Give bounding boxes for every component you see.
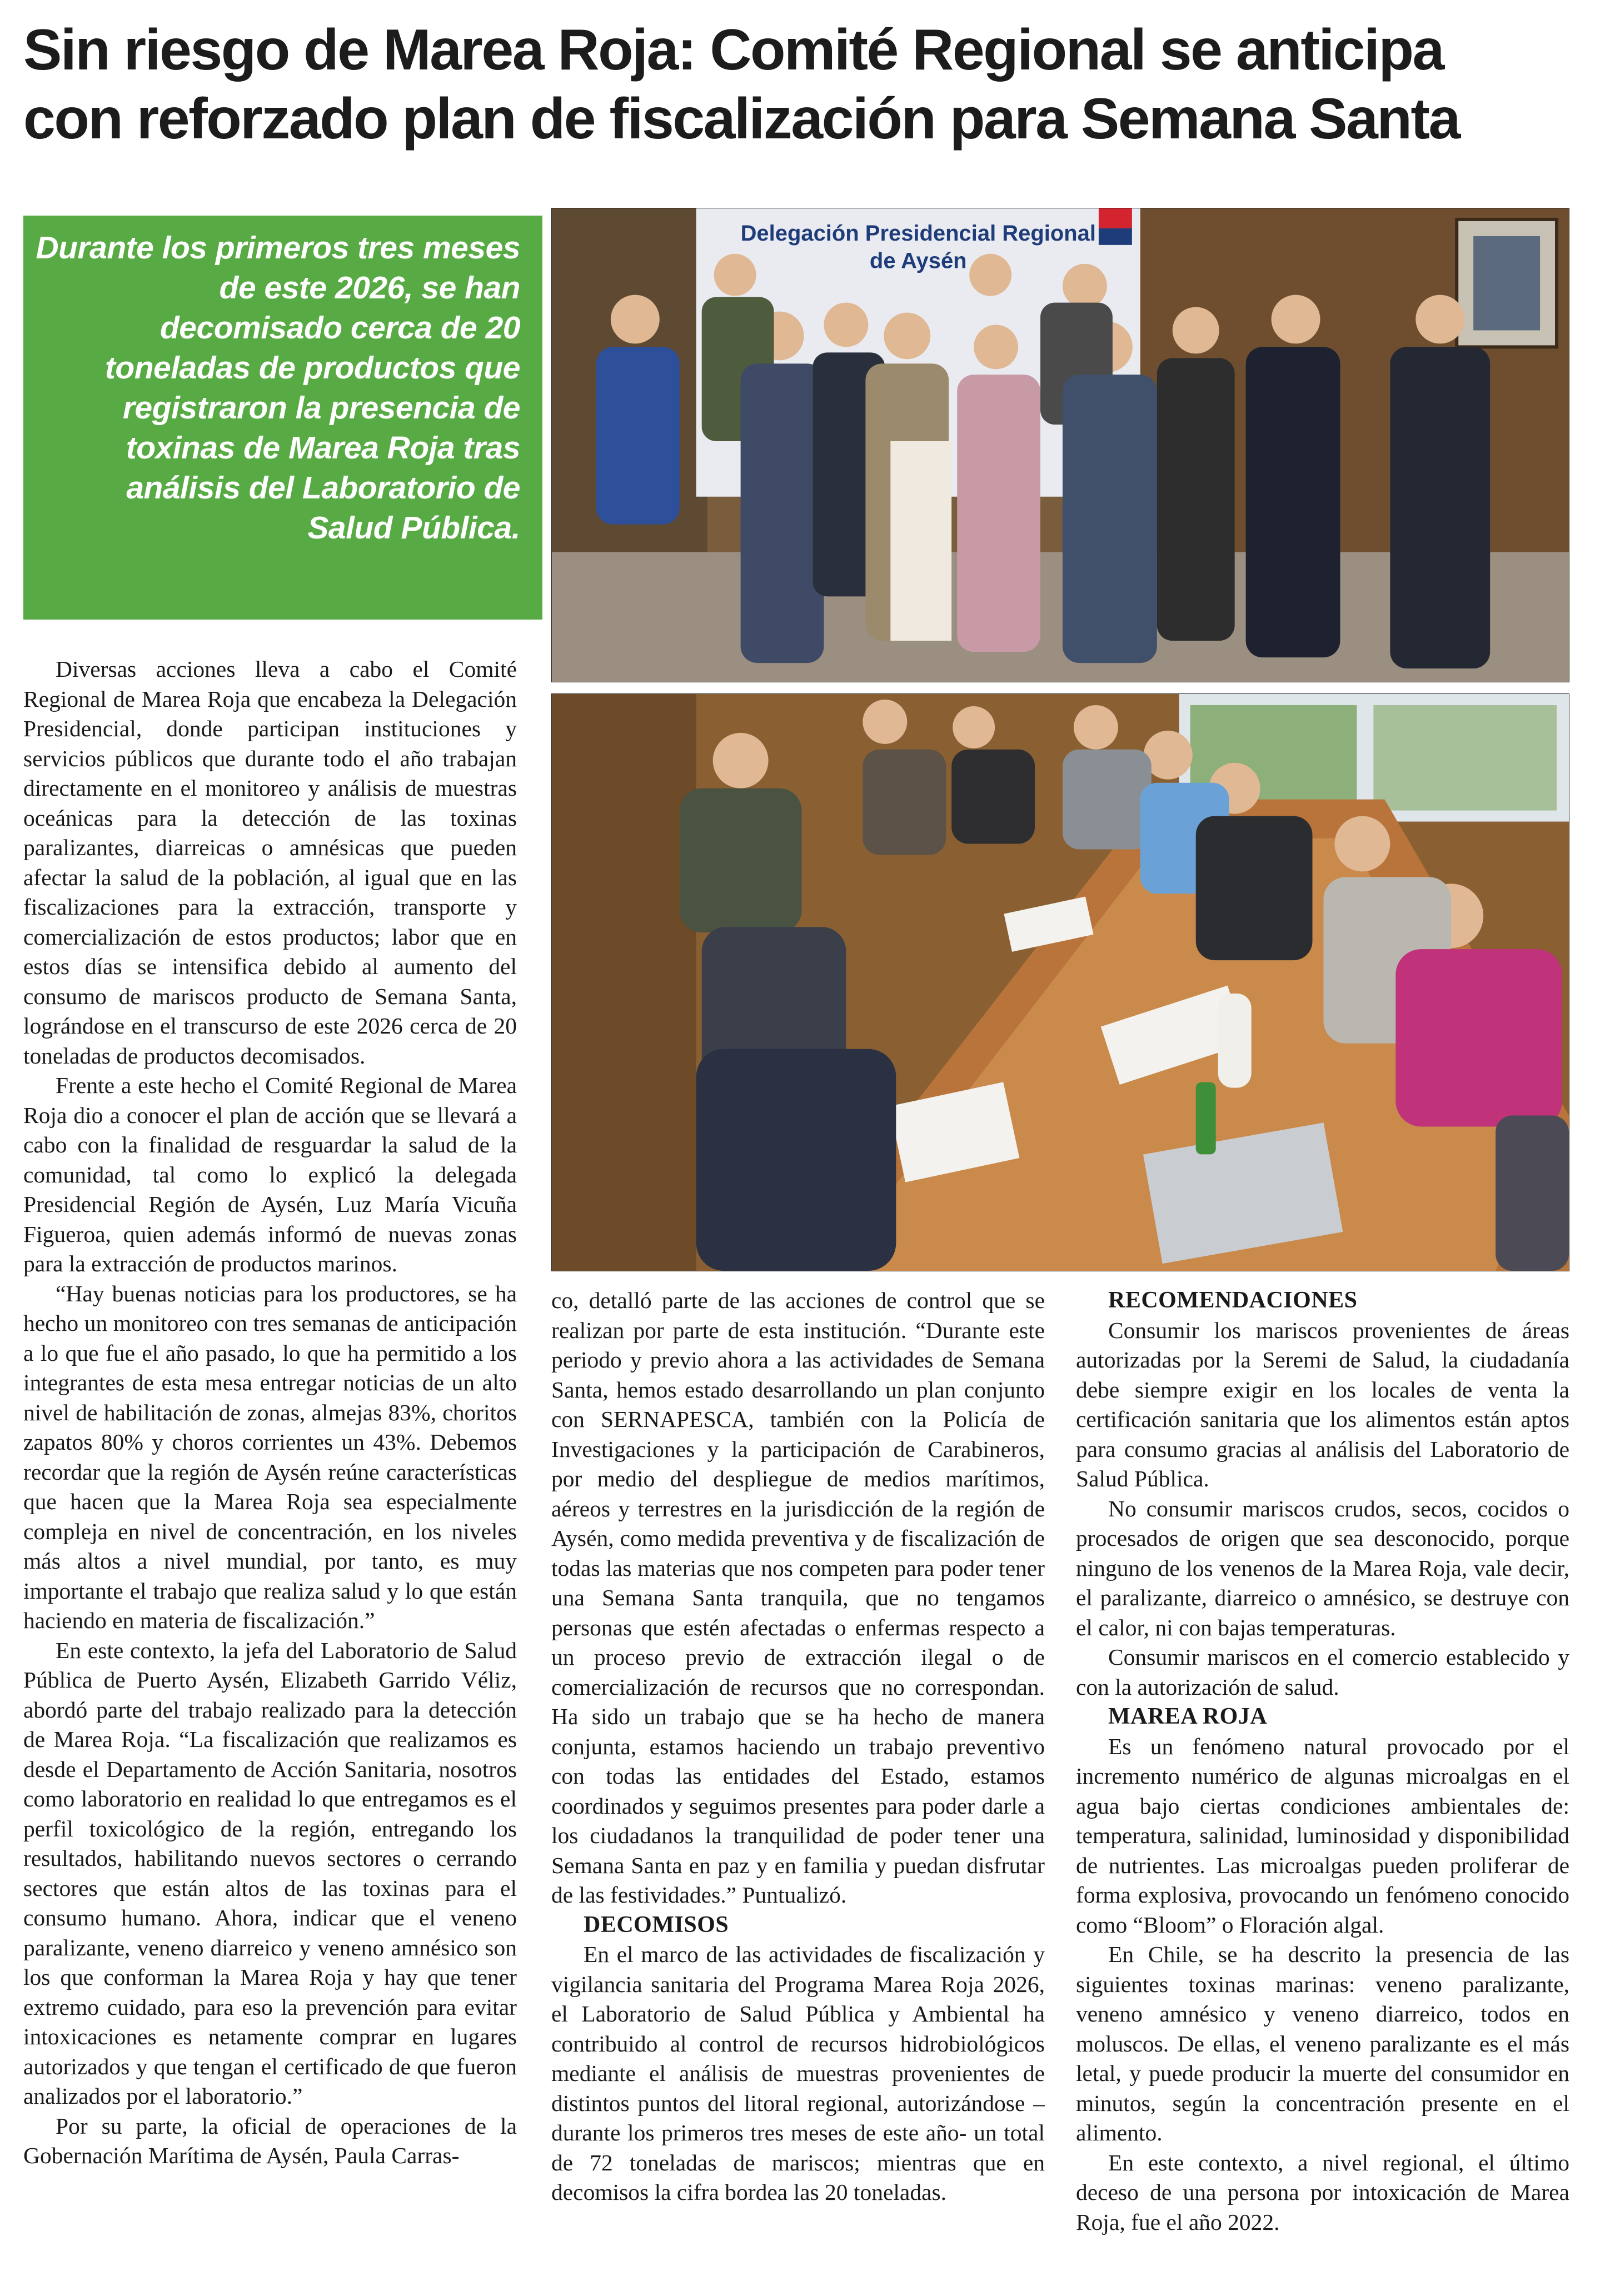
meeting-photo-illustration bbox=[552, 694, 1569, 1271]
banner-text-line-1: Delegación Presidencial Regional bbox=[740, 221, 1096, 246]
col3-paragraph-2: No consumir mariscos crudos, secos, cocidos o procesados de origen que sea desconocido, porque ninguno de los venenos de la Marea Roja, vale decir, el paralizante, diarreico o amnésico, se destruye con el calor, ni con bajas temperaturas. bbox=[1076, 1495, 1569, 1640]
headline-line-1: Sin riesgo de Marea Roja: Comité Regional se anticipa bbox=[23, 18, 1443, 82]
article-column-2 bbox=[551, 1286, 1045, 2286]
group-photo-illustration bbox=[552, 208, 1569, 682]
col2-paragraph-1: co, detalló parte de las acciones de control que se realizan por parte de esta institución. “Durante este periodo y previo ahora a las actividades de Semana Santa, hemos estado desarrollando un plan conjunto con SERNAPESCA, también con la Policía de Investigaciones y la participación de Carabineros, por medio del despliegue de medios marítimos, aéreos y terrestres en la jurisdicción de la región de Aysén, como medida preventiva y de fiscalización de todas las materias que nos competen para poder tener una Semana Santa tranquila, que no tengamos personas que estén afectadas o enfermas respecto a un proceso previo de extracción ilegal o de comercialización de recursos que no correspondan. Ha sido un trabajo que se ha hecho de manera conjunta, estamos haciendo un trabajo preventivo con todas las entidades del Estado, estamos coordinados y seguimos presentes para poder darle a los ciudadanos la tranquilidad de poder tener una Semana Santa en paz y en familia y puedan disfrutar de las festividades.” Puntualizó. bbox=[551, 1287, 1045, 1908]
subheading-recomendaciones: RECOMENDACIONES bbox=[1108, 1287, 1358, 1313]
col2-paragraph-2: En el marco de las actividades de fiscalización y vigilancia sanitaria del Programa Marea Roja 2026, el Laboratorio de Salud Pública y Ambiental ha contribuido al control de recursos hidrobiológicos mediante el análisis de muestras provenientes de distintos puntos del litoral regional, autorizándose – durante los primeros tres meses de este año- un total de 72 toneladas de mariscos; mientras que en decomisos la cifra bordea las 20 toneladas. bbox=[551, 1941, 1045, 2205]
col3-paragraph-1: Consumir los mariscos provenientes de áreas autorizadas por la Seremi de Salud, la ciudadanía debe siempre exigir en los locales de venta la certificación sanitaria que los alimentos están aptos para consumo gracias al análisis del Laboratorio de Salud Pública. bbox=[1076, 1317, 1569, 1491]
col3-paragraph-4: Es un fenómeno natural provocado por el incremento numérico de algunas microalgas en el agua bajo ciertas condiciones ambientales de: temperatura, salinidad, luminosidad y disponibilidad de nutrientes. Las microalgas pueden proliferar de forma explosiva, provocando un fenómeno conocido como “Bloom” o Floración algal. bbox=[1076, 1733, 1569, 1938]
article-column-1 bbox=[23, 655, 517, 2283]
col1-paragraph-1: Diversas acciones lleva a cabo el Comité Regional de Marea Roja que encabeza la Delegación Presidencial, donde participan instituciones y servicios públicos que durante todo el año trabajan directamente en el monitoreo y análisis de muestras oceánicas para la detección de las toxinas paralizantes, diarreicas o amnésicas que pueden afectar la salud de la población, al igual que en las fiscalizaciones para la extracción, transporte y comercialización de estos productos; labor que en estos días se intensifica debido al aumento del consumo de mariscos producto de Semana Santa, lográndose en el transcurso de este 2026 cerca de 20 toneladas de productos decomisados. bbox=[23, 656, 517, 1069]
col1-paragraph-4: En este contexto, la jefa del Laboratorio de Salud Pública de Puerto Aysén, Elizabeth Garrido Véliz, abordó parte del trabajo realizado para la detección de Marea Roja. “La fiscalización que realizamos es desde el Departamento de Acción Sanitaria, nosotros como laboratorio en realidad lo que entregamos es el perfil toxicológico de la región, entregando los resultados, habilitando nuevos sectores o cerrando sectores que están altos de las toxinas para el consumo humano. Ahora, indicar que el veneno paralizante, veneno diarreico y veneno amnésico son los que conforman la Marea Roja y hay que tener extremo cuidado, para eso la prevención para evitar intoxicaciones es netamente comprar en lugares autorizados y que tengan el certificado de que fueron analizados por el laboratorio.” bbox=[23, 1637, 517, 2109]
article-column-3 bbox=[1076, 1286, 1569, 2286]
lead-box bbox=[23, 216, 542, 620]
col1-paragraph-3: “Hay buenas noticias para los productores, se ha hecho un monitoreo con tres semanas de anticipación a lo que fue el año pasado, lo que ha permitido a los integrantes de esta mesa entregar noticias de un alto nivel de habilitación de zonas, almejas 83%, choritos zapatos 80% y choros corrientes un 43%. Debemos recordar que la región de Aysén reúne características que hacen que la Marea Roja sea especialmente compleja en nivel de concentración, en los niveles más altos a nivel mundial, por tanto, es muy importante el trabajo que realiza salud y lo que están haciendo en materia de fiscalización.” bbox=[23, 1280, 517, 1633]
headline bbox=[23, 16, 1585, 153]
col3-paragraph-5: En Chile, se ha descrito la presencia de las siguientes toxinas marinas: veneno paralizante, veneno amnésico y veneno diarreico, todos en moluscos. De ellas, el veneno paralizante es el más letal, y puede producir la muerte del consumidor en minutos, según la concentración presente en el alimento. bbox=[1076, 1941, 1569, 2145]
banner-text-line-2: de Aysén bbox=[869, 248, 967, 273]
meeting-photo bbox=[551, 693, 1569, 1271]
col1-paragraph-5: Por su parte, la oficial de operaciones de la Gobernación Marítima de Aysén, Paula Carras- bbox=[23, 2113, 517, 2168]
col3-paragraph-6: En este contexto, a nivel regional, el último deceso de una persona por intoxicación de Marea Roja, fue el año 2022. bbox=[1076, 2149, 1569, 2235]
col3-paragraph-3: Consumir mariscos en el comercio establecido y con la autorización de salud. bbox=[1076, 1644, 1569, 1700]
group-photo bbox=[551, 208, 1569, 682]
subheading-decomisos: DECOMISOS bbox=[584, 1911, 729, 1938]
subheading-marea-roja: MAREA ROJA bbox=[1108, 1704, 1268, 1729]
lead-text: Durante los primeros tres meses de este 2026, se han decomisado cerca de 20 toneladas de productos que registraron la presencia de toxinas de Marea Roja tras análisis del Laboratorio de Salud Pública. bbox=[36, 230, 520, 546]
col1-paragraph-2: Frente a este hecho el Comité Regional de Marea Roja dio a conocer el plan de acción que se llevará a cabo con la finalidad de resguardar la salud de la comunidad, tal como lo explicó la delegada Presidencial Región de Aysén, Luz María Vicuña Figueroa, quien además informó de nuevas zonas para la extracción de productos marinos. bbox=[23, 1072, 517, 1276]
headline-line-2: con reforzado plan de fiscalización para Semana Santa bbox=[23, 87, 1459, 151]
